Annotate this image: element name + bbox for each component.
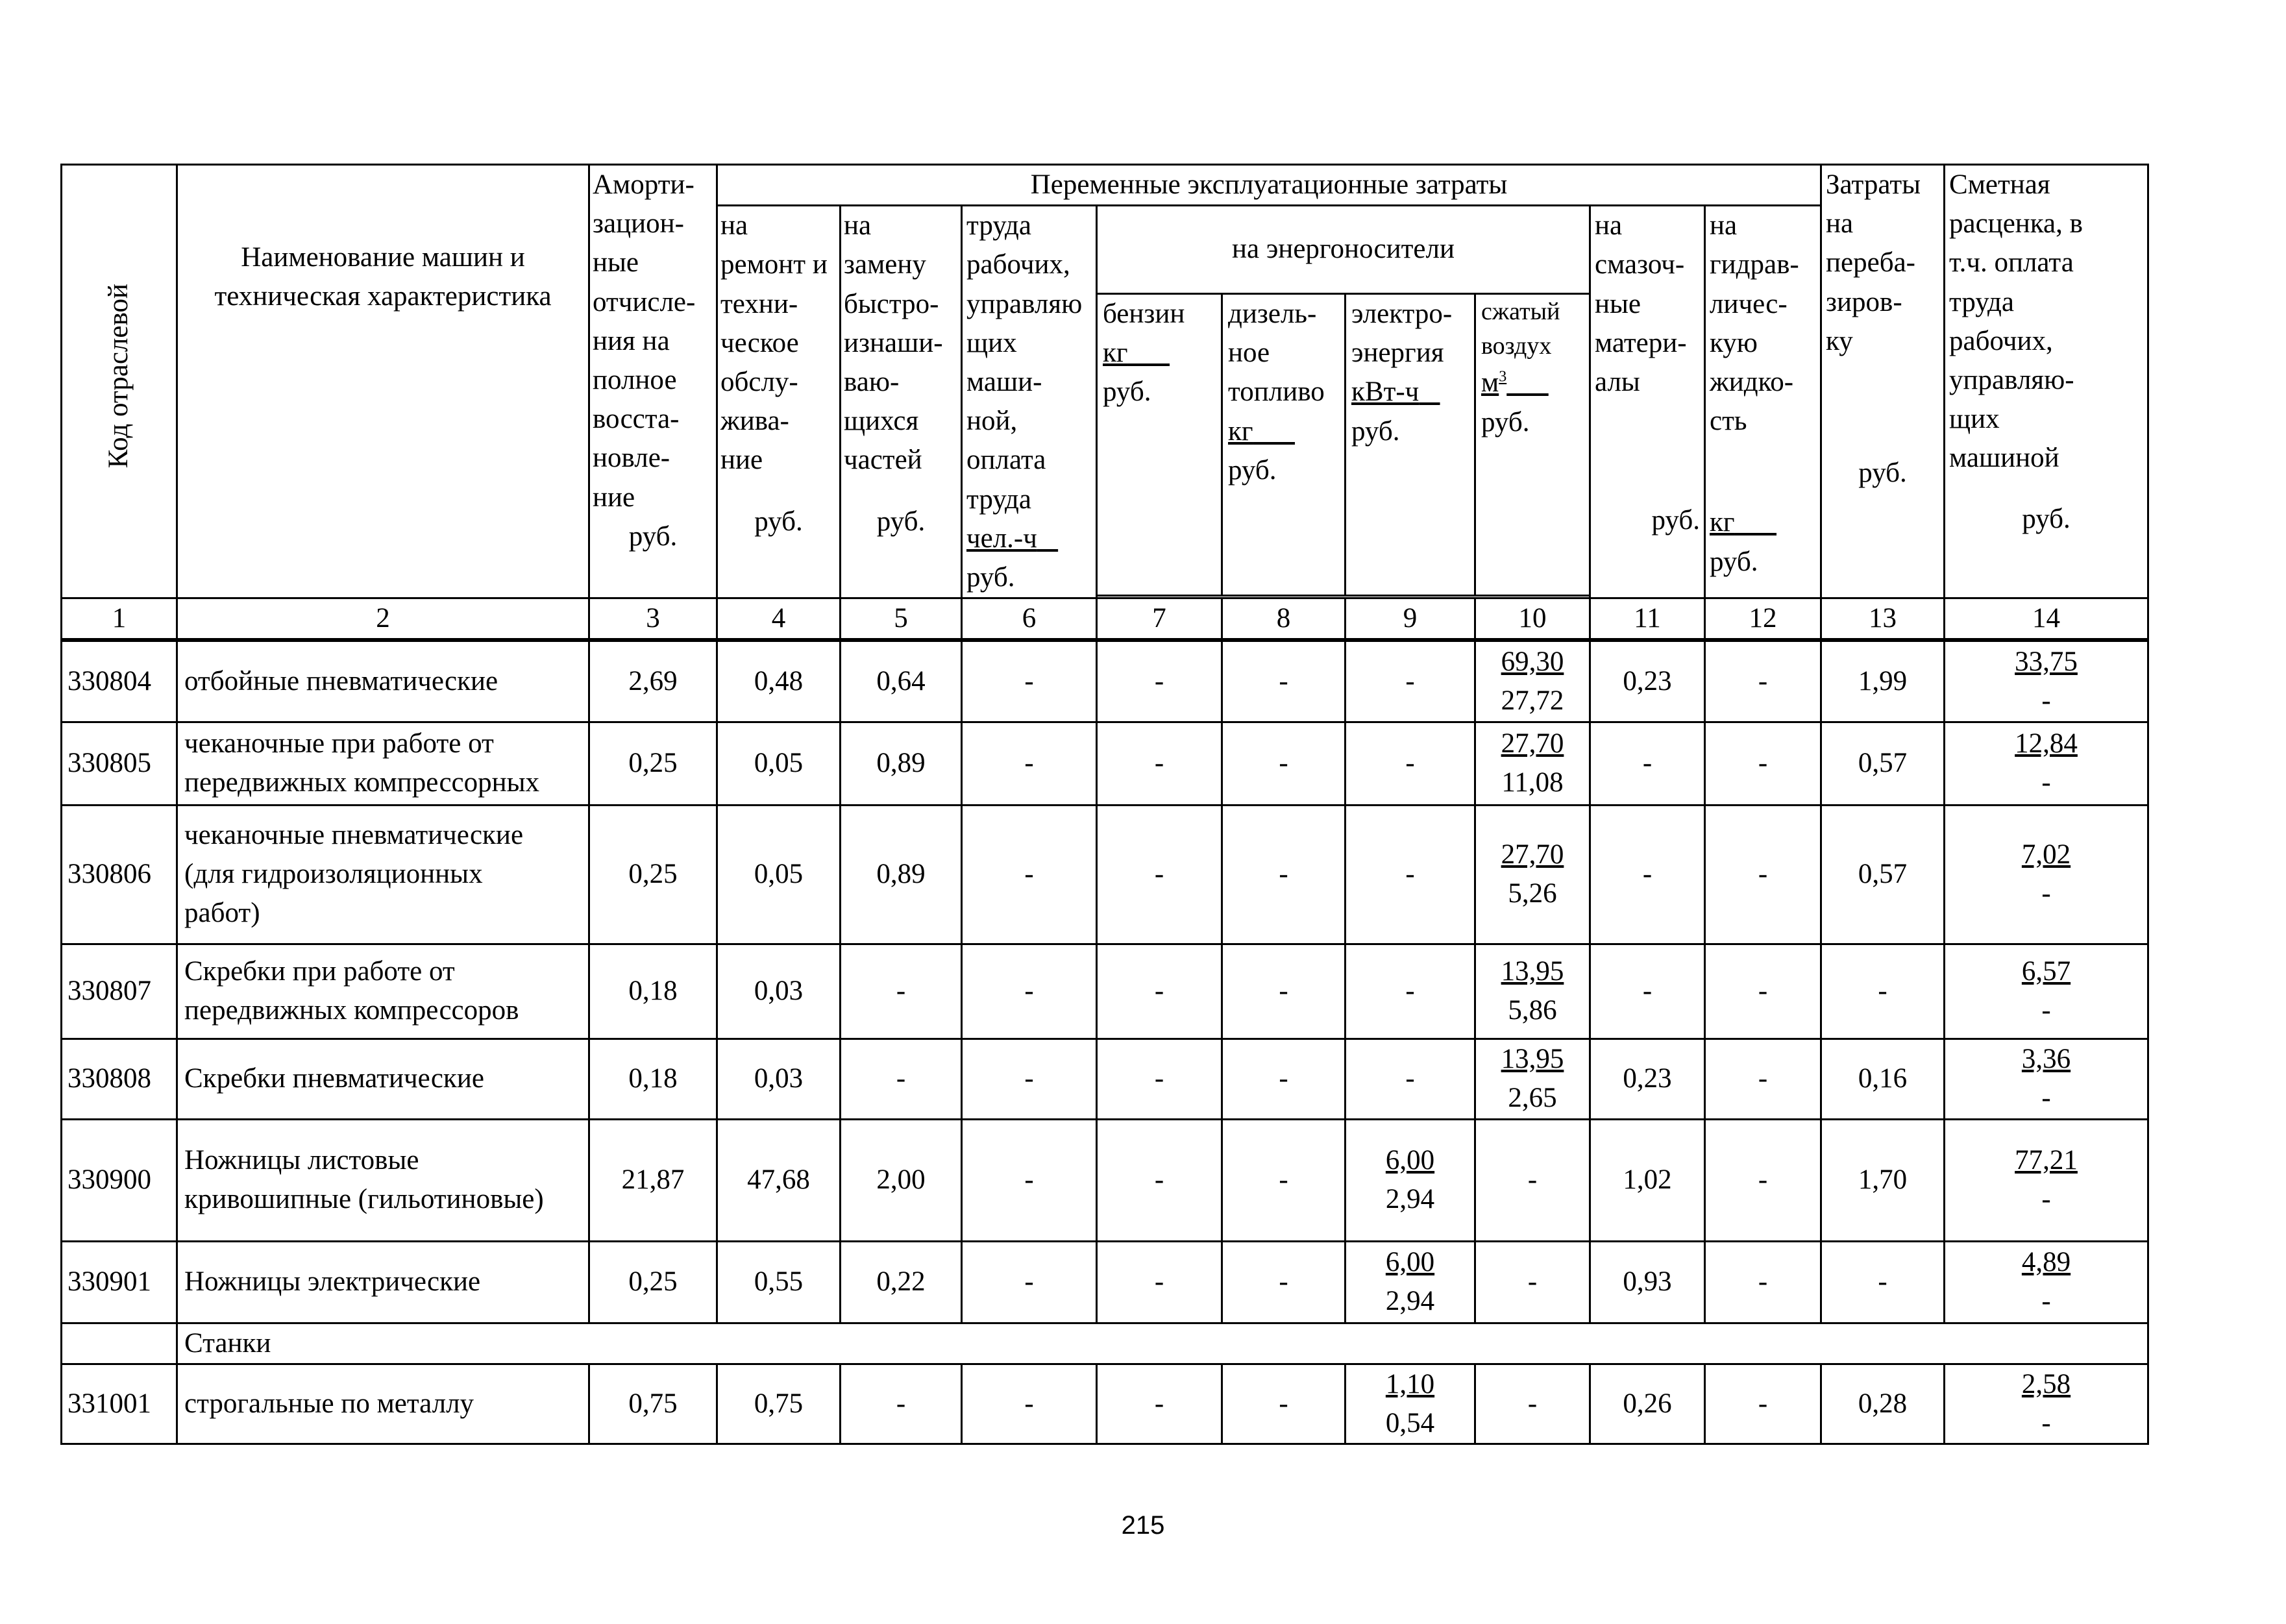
cost-value-c11: - [1590,722,1705,805]
estimate-total: 2,58 [2021,1368,2071,1399]
cost-value-c7: - [1097,1241,1222,1323]
estimate-labor: - [2041,1184,2051,1215]
cost-value-c4: 0,75 [717,1364,841,1444]
cost-value-c5: 0,64 [841,640,962,722]
estimate-value [1945,722,2148,805]
header-lubricants: на смазоч- ные матери- алы руб. [1590,206,1705,598]
estimate-labor: - [2041,878,2051,909]
cost-value-c4: 0,05 [717,722,841,805]
cost-value-c4: 0,03 [717,1039,841,1119]
cost-value-c11: 0,23 [1590,1039,1705,1119]
column-number: 2 [177,598,589,641]
machine-code: 330804 [62,640,177,722]
cost-value-c3: 0,75 [589,1364,717,1444]
table-row [62,944,2148,1039]
cost-value-c9: - [1346,640,1475,722]
cost-value-c8: - [1222,1241,1346,1323]
machine-name: чеканочные при работе от передвижных компрессорных [177,722,589,805]
cost-value-c11: 0,23 [1590,640,1705,722]
estimate-labor: - [2041,1286,2051,1317]
cost-value-c3: 0,18 [589,944,717,1039]
cost-value-c6: - [962,640,1097,722]
cost-value-c4: 47,68 [717,1119,841,1241]
cost-value-c6: - [962,805,1097,944]
header-rebasing: Затраты на переба- зиров- ку руб. [1821,165,1945,598]
cost-rub: 5,86 [1508,995,1557,1026]
cost-pair-c9 [1346,1241,1475,1323]
cost-value-c6: - [962,1364,1097,1444]
cost-value-c5: - [841,944,962,1039]
cost-value-c6: - [962,1119,1097,1241]
cost-value-c13: 1,70 [1821,1119,1945,1241]
cost-value-c12: - [1705,1119,1821,1241]
cost-value-c12: - [1705,1039,1821,1119]
column-number: 10 [1475,598,1590,641]
column-number: 8 [1222,598,1346,641]
machine-name: Скребки пневматические [177,1039,589,1119]
physical-quantity: 1,10 [1385,1368,1435,1399]
cost-value-c3: 0,25 [589,722,717,805]
cost-value-c3: 0,25 [589,1241,717,1323]
cost-value-c7: - [1097,1039,1222,1119]
cost-value-c9: - [1346,1039,1475,1119]
estimate-total: 12,84 [2015,728,2078,759]
estimate-labor: - [2041,685,2051,716]
cost-value-c13: 1,99 [1821,640,1945,722]
cost-value-c9: - [1346,722,1475,805]
cost-value-c12: - [1705,722,1821,805]
cost-value-c5: 0,89 [841,805,962,944]
header-variable-costs: Переменные эксплуатационные затраты [717,165,1821,206]
header-energy: на энергоносители [1097,206,1590,294]
cost-value-c8: - [1222,640,1346,722]
machine-cost-table [60,164,2149,1445]
unit-rub: руб. [628,521,678,552]
cost-pair-c9 [1346,1364,1475,1444]
cost-pair-c10 [1475,1039,1590,1119]
section-code-cell [62,1323,177,1364]
unit-rub: руб. [2022,503,2071,534]
cost-rub: 11,08 [1501,767,1564,798]
cost-value-c12: - [1705,640,1821,722]
machine-code: 330805 [62,722,177,805]
header-labor: труда рабочих, управляю щих маши- ной, оплата труда чел.-ч руб. [962,206,1097,598]
cost-value-c13: 0,16 [1821,1039,1945,1119]
estimate-value [1945,1119,2148,1241]
header-hydraulic: на гидрав- личес- кую жидко- сть кг руб. [1705,206,1821,598]
cost-value-c7: - [1097,805,1222,944]
estimate-value [1945,640,2148,722]
cost-value-c3: 21,87 [589,1119,717,1241]
table-row [62,805,2148,944]
cost-rub: 2,65 [1508,1083,1557,1114]
cost-value-c7: - [1097,640,1222,722]
section-row [62,1323,2148,1364]
machine-code: 330808 [62,1039,177,1119]
cost-pair-c10 [1475,805,1590,944]
machine-code: 330900 [62,1119,177,1241]
physical-quantity: 6,00 [1385,1145,1435,1176]
unit-rub: руб. [1651,505,1700,536]
header-repair: на ремонт и техни- ческое обслу- жива- ние руб. [717,206,841,598]
estimate-total: 77,21 [2015,1145,2078,1176]
cost-value-c3: 0,18 [589,1039,717,1119]
cost-value-c8: - [1222,1364,1346,1444]
cost-pair-c10 [1475,640,1590,722]
column-number: 14 [1945,598,2148,641]
cost-value-c6: - [962,1039,1097,1119]
estimate-total: 7,02 [2021,839,2071,870]
machine-code: 330807 [62,944,177,1039]
header-code: Код отраслевой [62,165,177,598]
column-number: 3 [589,598,717,641]
cost-value-c8: - [1222,944,1346,1039]
estimate-value [1945,1364,2148,1444]
page-number: 215 [1121,1511,1165,1540]
cost-value-c9: - [1346,944,1475,1039]
table-row [62,1039,2148,1119]
header-name: Наименование машин и техническая характеристика [177,165,589,598]
cost-value-c12: - [1705,1241,1821,1323]
cost-rub: 5,26 [1508,878,1557,909]
estimate-value [1945,805,2148,944]
unit-rub: руб. [754,506,803,537]
cost-value-c5: 0,89 [841,722,962,805]
estimate-labor: - [2041,767,2051,798]
unit-rub: руб. [1858,457,1907,488]
cost-value-c4: 0,05 [717,805,841,944]
cost-value-c13: 0,28 [1821,1364,1945,1444]
cost-value-c11: - [1590,944,1705,1039]
cost-value-c12: - [1705,805,1821,944]
header-electricity: электро- энергия кВт-ч руб. [1346,293,1475,595]
cost-pair-c10 [1475,944,1590,1039]
physical-quantity: 69,30 [1501,646,1564,677]
machine-name: отбойные пневматические [177,640,589,722]
machine-name: строгальные по металлу [177,1364,589,1444]
cost-value-c13: - [1821,1241,1945,1323]
machine-code: 330806 [62,805,177,944]
cost-value-c7: - [1097,1119,1222,1241]
machine-name: Ножницы листовые кривошипные (гильотиновые) [177,1119,589,1241]
column-number: 12 [1705,598,1821,641]
column-number: 1 [62,598,177,641]
machine-name: чеканочные пневматические (для гидроизоляционных работ) [177,805,589,944]
cost-rub: 27,72 [1501,685,1564,716]
cost-rub: 2,94 [1385,1286,1435,1317]
cost-value-c4: 0,03 [717,944,841,1039]
cost-value-c6: - [962,1241,1097,1323]
estimate-total: 33,75 [2015,646,2078,677]
cost-value-c5: - [841,1039,962,1119]
column-number: 4 [717,598,841,641]
cost-value-c11: - [1590,805,1705,944]
cost-value-c13: 0,57 [1821,722,1945,805]
cost-value-c8: - [1222,1119,1346,1241]
machine-code: 330901 [62,1241,177,1323]
table-row [62,1119,2148,1241]
machine-code: 331001 [62,1364,177,1444]
cost-value-c12: - [1705,944,1821,1039]
cost-value-c6: - [962,944,1097,1039]
header-amortization: Аморти- зацион- ные отчисле- ния на полное восста- новле- ние руб. [589,165,717,598]
cost-pair-c10 [1475,722,1590,805]
cost-value-c10: - [1475,1241,1590,1323]
estimate-value [1945,1241,2148,1323]
cost-value-c8: - [1222,805,1346,944]
physical-quantity: 27,70 [1501,839,1564,870]
cost-value-c3: 2,69 [589,640,717,722]
cost-value-c3: 0,25 [589,805,717,944]
column-number: 6 [962,598,1097,641]
estimate-total: 6,57 [2021,956,2071,987]
cost-rub: 2,94 [1385,1184,1435,1215]
cost-value-c7: - [1097,1364,1222,1444]
table-row [62,1364,2148,1444]
cost-value-c4: 0,48 [717,640,841,722]
physical-quantity: 13,95 [1501,1044,1564,1075]
header-replace: на замену быстро- изнаши- ваю- щихся частей руб. [841,206,962,598]
cost-value-c5: 0,22 [841,1241,962,1323]
cost-value-c6: - [962,722,1097,805]
header-estimate: Сметная расценка, в т.ч. оплата труда рабочих, управляю- щих машиной руб. [1945,165,2148,598]
header-compressed-air: сжатый воздух $м^3$ руб. [1475,293,1590,595]
cost-pair-c9 [1346,1119,1475,1241]
cost-value-c10: - [1475,1364,1590,1444]
table-row [62,640,2148,722]
cost-value-c5: - [841,1364,962,1444]
cost-value-c7: - [1097,722,1222,805]
estimate-total: 4,89 [2021,1247,2071,1278]
table-row [62,1241,2148,1323]
machine-name: Скребки при работе от передвижных компрессоров [177,944,589,1039]
cost-value-c11: 0,93 [1590,1241,1705,1323]
cost-value-c4: 0,55 [717,1241,841,1323]
estimate-labor: - [2041,995,2051,1026]
machine-name: Ножницы электрические [177,1241,589,1323]
estimate-value [1945,1039,2148,1119]
cost-value-c11: 0,26 [1590,1364,1705,1444]
cost-value-c8: - [1222,1039,1346,1119]
physical-quantity: 27,70 [1501,728,1564,759]
cost-value-c7: - [1097,944,1222,1039]
header-diesel: дизель- ное топливо кг руб. [1222,293,1346,595]
estimate-labor: - [2041,1408,2051,1439]
column-number-row [62,598,2148,641]
cost-value-c10: - [1475,1119,1590,1241]
column-number: 11 [1590,598,1705,641]
column-number: 5 [841,598,962,641]
cost-value-c11: 1,02 [1590,1119,1705,1241]
estimate-total: 3,36 [2021,1044,2071,1075]
physical-quantity: 13,95 [1501,956,1564,987]
cost-value-c9: - [1346,805,1475,944]
column-number: 13 [1821,598,1945,641]
cost-value-c12: - [1705,1364,1821,1444]
table-row [62,722,2148,805]
section-title: Станки [177,1323,2148,1364]
column-number: 9 [1346,598,1475,641]
column-number: 7 [1097,598,1222,641]
estimate-value [1945,944,2148,1039]
header-petrol: бензин кг руб. [1097,293,1222,595]
cost-rub: 0,54 [1385,1408,1435,1439]
cost-value-c13: 0,57 [1821,805,1945,944]
physical-quantity: 6,00 [1385,1247,1435,1278]
cost-value-c13: - [1821,944,1945,1039]
unit-rub: руб. [876,506,926,537]
cost-value-c5: 2,00 [841,1119,962,1241]
cost-value-c8: - [1222,722,1346,805]
estimate-labor: - [2041,1083,2051,1114]
